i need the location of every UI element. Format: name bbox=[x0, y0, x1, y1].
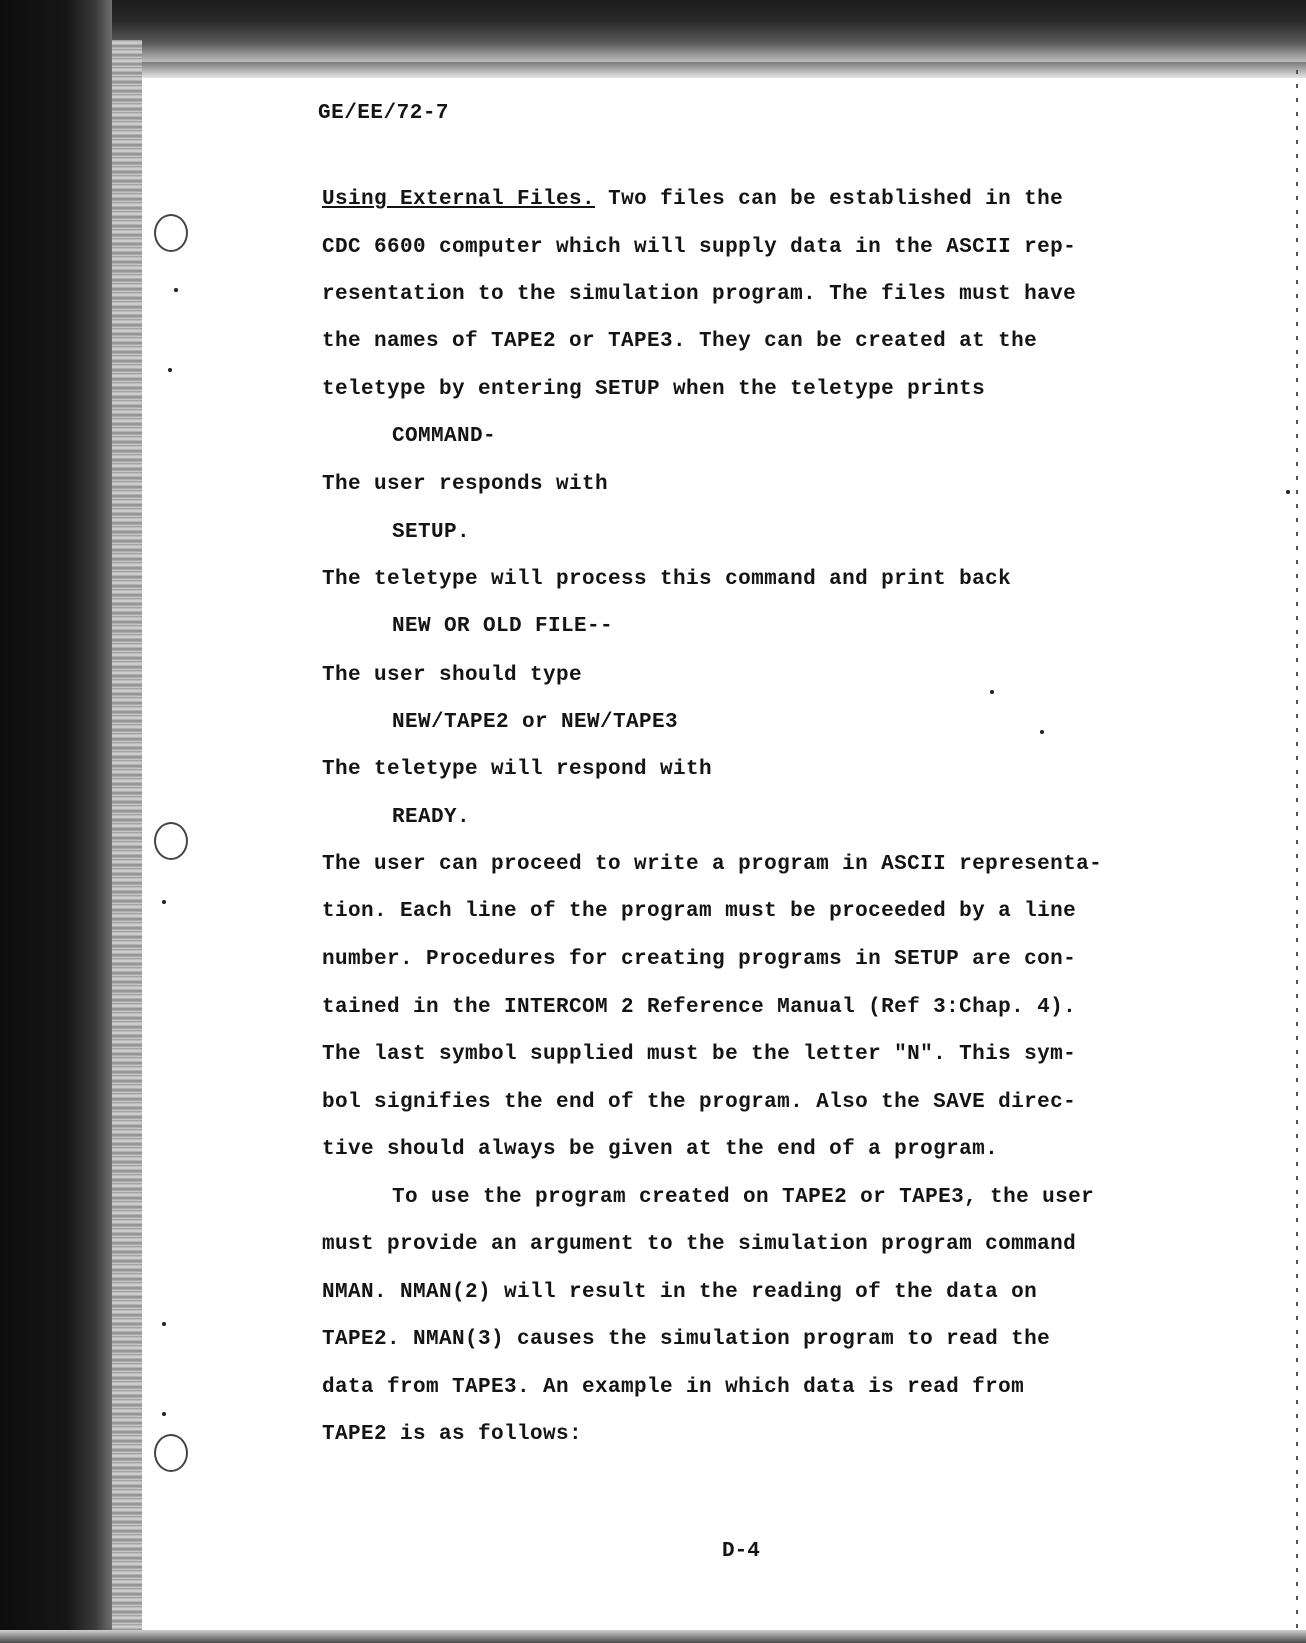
body-line-4: the names of TAPE2 or TAPE3. They can be created at the bbox=[322, 330, 1038, 353]
scan-paper-edge-right bbox=[1296, 70, 1298, 1630]
body-line-22: To use the program created on TAPE2 or TAPE3, the user bbox=[392, 1186, 1095, 1209]
teletype-response-ready: READY. bbox=[392, 806, 471, 829]
body-line-24: NMAN. NMAN(2) will result in the reading of the data on bbox=[322, 1281, 1038, 1304]
body-line-16: tion. Each line of the program must be proceeded by a line bbox=[322, 900, 1077, 923]
body-line-26: data from TAPE3. An example in which data is read from bbox=[322, 1376, 1025, 1399]
punch-hole-top bbox=[154, 214, 188, 252]
scan-speck bbox=[162, 900, 166, 904]
scan-speck bbox=[162, 1322, 166, 1326]
body-line-5: teletype by entering SETUP when the teletype prints bbox=[322, 378, 986, 401]
user-input-setup: SETUP. bbox=[392, 521, 471, 544]
scan-border-top bbox=[0, 0, 1306, 62]
body-line-9: The teletype will process this command and print back bbox=[322, 568, 1012, 591]
scan-speck bbox=[1040, 730, 1044, 734]
body-line-19: The last symbol supplied must be the letter "N". This sym- bbox=[322, 1043, 1077, 1066]
scan-speck bbox=[168, 368, 172, 372]
document-id: GE/EE/72-7 bbox=[318, 102, 450, 125]
scan-speck bbox=[174, 288, 178, 292]
body-line-20: bol signifies the end of the program. Also the SAVE direc- bbox=[322, 1091, 1077, 1114]
teletype-prompt-file: NEW OR OLD FILE-- bbox=[392, 615, 614, 638]
punch-hole-bottom bbox=[154, 1434, 188, 1472]
body-line-18: tained in the INTERCOM 2 Reference Manual (Ref 3:Chap. 4). bbox=[322, 996, 1077, 1019]
body-line-2: CDC 6600 computer which will supply data in the ASCII rep- bbox=[322, 236, 1077, 259]
body-line-25: TAPE2. NMAN(3) causes the simulation program to read the bbox=[322, 1328, 1051, 1351]
user-input-tape: NEW/TAPE2 or NEW/TAPE3 bbox=[392, 711, 679, 734]
body-line-3: resentation to the simulation program. The files must have bbox=[322, 283, 1077, 306]
body-line-15: The user can proceed to write a program in ASCII representa- bbox=[322, 853, 1103, 876]
scan-border-bottom bbox=[0, 1630, 1306, 1643]
punch-hole-middle bbox=[154, 822, 188, 860]
body-line-27: TAPE2 is as follows: bbox=[322, 1423, 583, 1446]
body-line-11: The user should type bbox=[322, 664, 583, 687]
body-line-text: Two files can be established in the bbox=[608, 188, 1064, 211]
scan-paper-edge-top bbox=[140, 62, 1306, 78]
scan-border-left bbox=[0, 0, 112, 1643]
section-heading: Using External Files. bbox=[322, 188, 596, 211]
body-line-7: The user responds with bbox=[322, 473, 609, 496]
body-line-1 bbox=[322, 188, 1063, 211]
scan-speck bbox=[990, 690, 994, 694]
scan-paper-edge-left bbox=[112, 40, 142, 1643]
body-line-13: The teletype will respond with bbox=[322, 758, 713, 781]
scan-speck bbox=[1286, 490, 1290, 494]
body-line-23: must provide an argument to the simulation program command bbox=[322, 1233, 1077, 1256]
teletype-prompt-command: COMMAND- bbox=[392, 425, 497, 448]
scan-speck bbox=[162, 1412, 166, 1416]
body-line-17: number. Procedures for creating programs in SETUP are con- bbox=[322, 948, 1077, 971]
body-line-21: tive should always be given at the end of a program. bbox=[322, 1138, 999, 1161]
page-number: D-4 bbox=[722, 1540, 760, 1563]
